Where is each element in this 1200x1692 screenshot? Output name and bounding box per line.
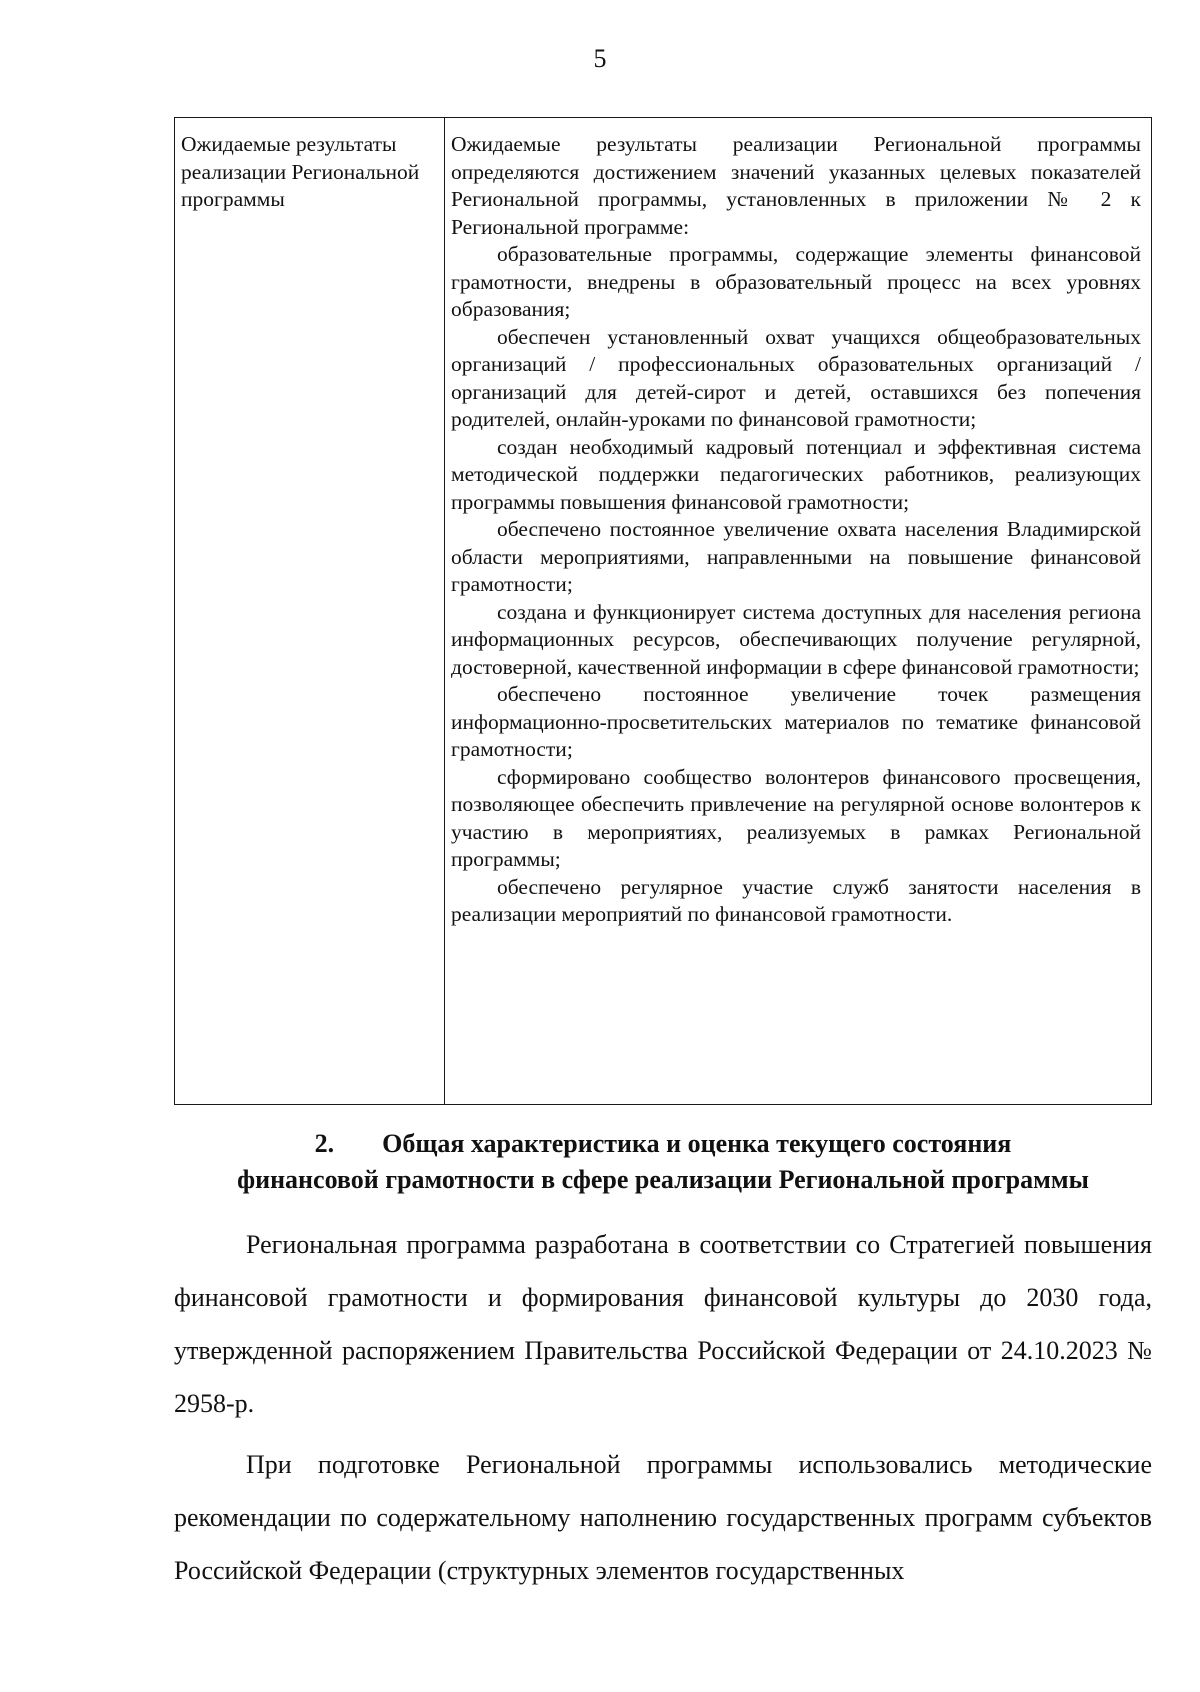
body-text [174,1218,1152,1605]
result-item: создана и функционирует система доступных для населения региона информационных ресурсов, обеспечивающих получение регулярной, достоверной, качественной информации в сфере финансовой грамотности; [451,599,1141,679]
result-item: обеспечено регулярное участие служб занятости населения в реализации мероприятий по финансовой грамотности. [451,874,1141,926]
section-heading [174,1126,1152,1198]
result-item: создан необходимый кадровый потенциал и эффективная система методической поддержки педагогических работников, реализующих программы повышения финансовой грамотности; [451,434,1141,514]
table-label-cell [175,118,445,1105]
passport-table [174,117,1152,1105]
section-title-line1: Общая характеристика и оценка текущего состояния [382,1129,1012,1158]
table-content-cell [445,118,1152,1105]
result-item: обеспечено постоянное увеличение точек размещения информационно-просветительских материалов по тематике финансовой грамотности; [451,682,1141,761]
result-item: обеспечено постоянное увеличение охвата населения Владимирской области мероприятиями, направленными на повышение финансовой грамотности; [451,517,1141,596]
result-item: обеспечен установленный охват учащихся общеобразовательных организаций / профессиональных образовательных организаций / организаций для детей-сирот и детей, оставшихся без попечения родителей, онлайн-уроками по финансовой грамотности; [451,324,1141,431]
section-title-line2: финансовой грамотности в сфере реализации Региональной программы [237,1165,1089,1194]
page-number: 5 [593,44,607,73]
section-heading-line1 [174,1126,1152,1162]
table-label: Ожидаемые результаты реализации Региональной программы [181,132,420,211]
table-row [175,118,1152,1105]
body-paragraph: При подготовке Региональной программы использовались методические рекомендации по содержательному наполнению государственных программ субъектов Российской Федерации (структурных элементов государственных [174,1450,1152,1585]
result-item: образовательные программы, содержащие элементы финансовой грамотности, внедрены в образовательный процесс на всех уровнях образования; [451,242,1141,321]
result-item: сформировано сообщество волонтеров финансового просвещения, позволяющее обеспечить привлечение на регулярной основе волонтеров к участию в мероприятиях, реализуемых в рамках Региональной программы; [451,764,1141,871]
body-paragraph: Региональная программа разработана в соответствии со Стратегией повышения финансовой грамотности и формирования финансовой культуры до 2030 года, утвержденной распоряжением Правительства Российской Федерации от 24.10.2023 № 2958-р. [174,1230,1152,1418]
table-intro: Ожидаемые результаты реализации Региональной программы определяются достижением значений указанных целевых показателей Региональной программы, установленных в приложении № 2 к Региональной программе: [451,132,1141,239]
section-number: 2. [314,1129,335,1158]
